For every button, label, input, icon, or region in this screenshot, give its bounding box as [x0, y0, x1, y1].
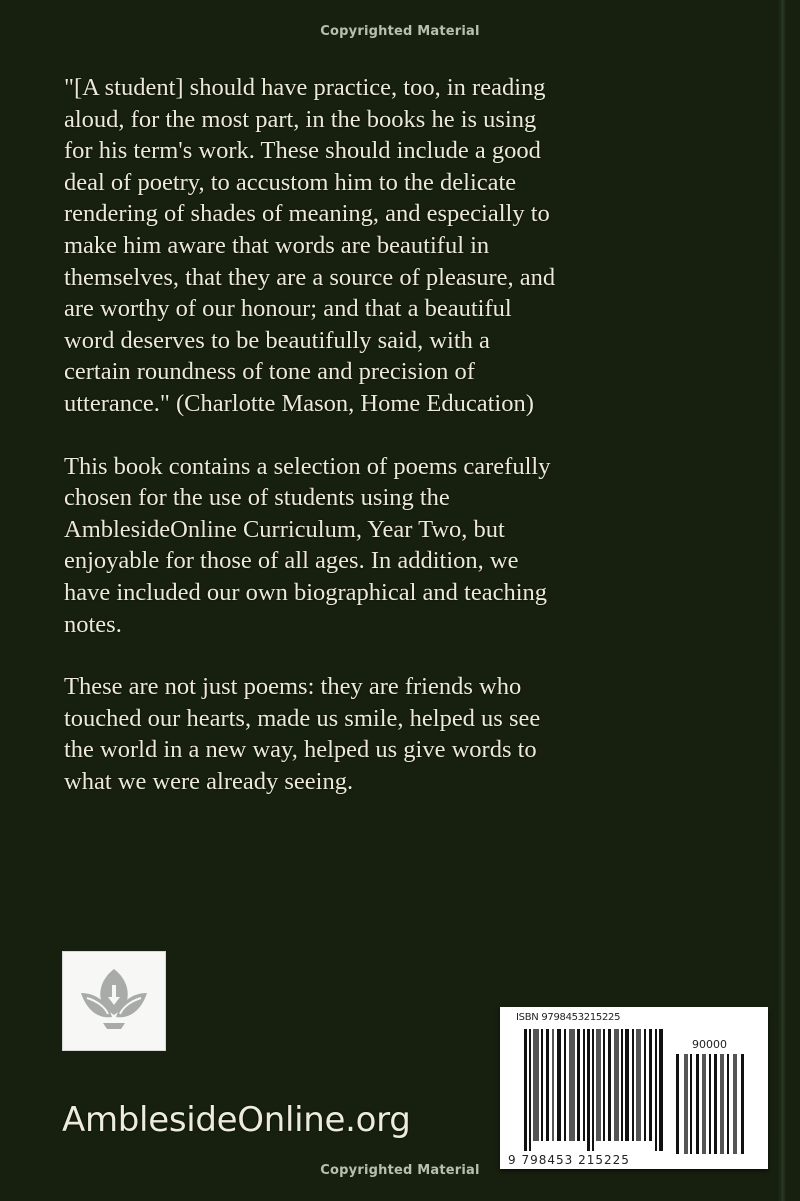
price-addon-code: 90000 — [692, 1038, 727, 1051]
quote-paragraph: "[A student] should have practice, too, in reading aloud, for the most part, in the books he is using for his term's work. These should include a good deal of poetry, to accustom him to the delicate rendering of shades of meaning, and especially to make him aware that words are beautiful in themselves, that they are a source of pleasure, and are worthy of our honour; and that a beautiful word deserves to be beautifully said, with a certain roundness of tone and precision of utterance." (Charlotte Mason, Home Education) — [64, 74, 556, 417]
lotus-leaf-icon — [75, 965, 153, 1037]
publisher-logo — [62, 951, 166, 1051]
copyright-watermark-bottom: Copyrighted Material — [320, 1163, 480, 1178]
description-paragraph: This book contains a selection of poems carefully chosen for the use of students using the AmblesideOnline Curriculum, Year Two, but enjoyable for those of all ages. In addition, we have included our own biographical and teaching notes. — [64, 452, 551, 638]
isbn-label: ISBN 9798453215225 — [516, 1012, 621, 1023]
website-url: AmblesideOnline.org — [62, 1100, 411, 1140]
barcode-addon-bars — [676, 1054, 748, 1154]
copyright-watermark-top: Copyrighted Material — [320, 24, 480, 39]
barcode-main-bars — [524, 1029, 664, 1151]
closing-paragraph: These are not just poems: they are friends who touched our hearts, made us smile, helped us see the world in a new way, helped us give words to what we were already seeing. — [64, 673, 541, 795]
spine-edge — [778, 0, 786, 1201]
ean-digits: 9 798453 215225 — [508, 1153, 630, 1167]
blurb-text — [64, 72, 724, 828]
isbn-barcode — [500, 1007, 768, 1169]
